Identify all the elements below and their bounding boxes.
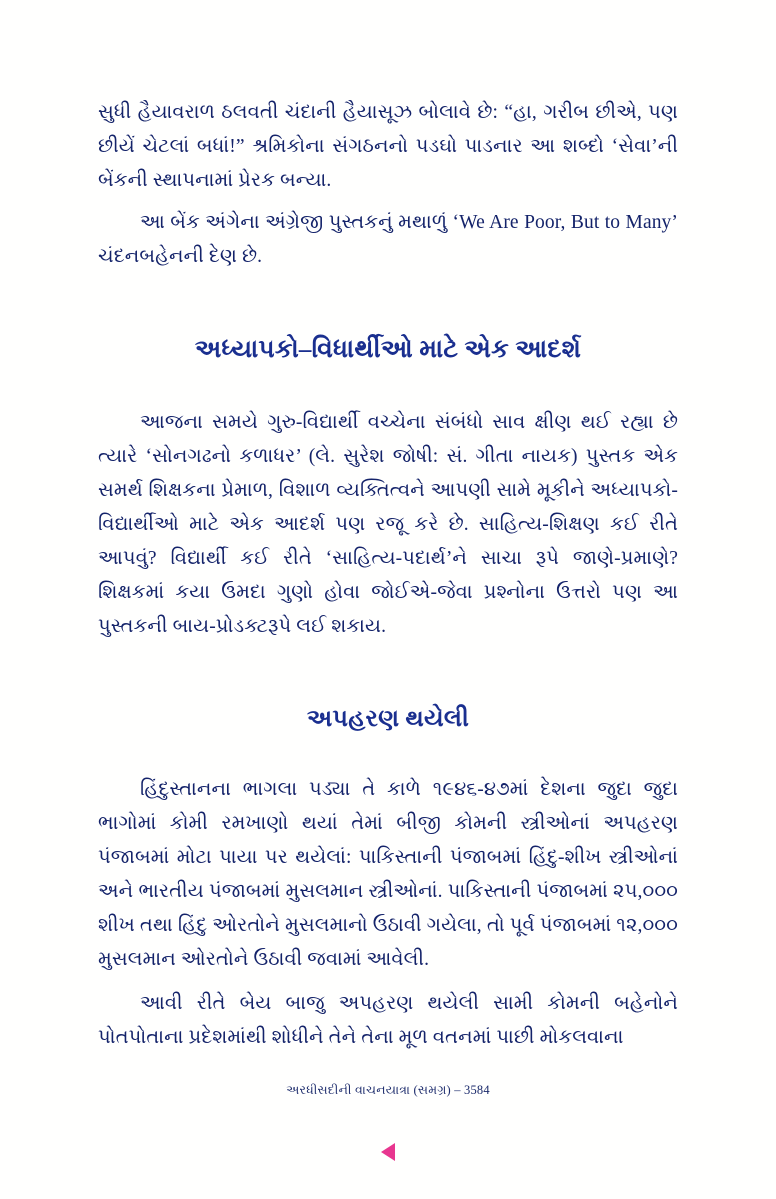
paragraph-spacer: [98, 977, 678, 987]
paragraph-teacher-student: આજના સમયે ગુરુ-વિદ્યાર્થી વચ્ચેના સંબંધો સાવ ક્ષીણ થઈ રહ્યા છે ત્યારે ‘સોનગઢનો કળાધર’ (લે. સુરેશ જોષી: સં. ગીતા નાયક) પુસ્તક એક સમર્થ શિક્ષકના પ્રેમાળ, વિશાળ વ્યક્તિત્વને આપણી સામે મૂકીને અધ્યાપકો-વિદ્યાર્થીઓ માટે એક આદર્શ પણ રજૂ કરે છે. સાહિત્ય-શિક્ષણ કઈ રીતે આપવું? વિદ્યાર્થી કઈ રીતે ‘સાહિત્ય-પદાર્થ’ને સાચા રૂપે જાણે-પ્રમાણે? શિક્ષકમાં કયા ઉમદા ગુણો હોવા જોઈએ-જેવા પ્રશ્નોના ઉત્તરો પણ આ પુસ્તકની બાય-પ્રોડક્ટરૂપે લઈ શકાય.: [98, 412, 678, 637]
paragraph-recovery-efforts: આવી રીતે બેય બાજુ અપહરણ થયેલી સામી કોમની બહેનોને પોતપોતાના પ્રદેશમાંથી શોધીને તેને તેના મૂળ વતનમાં પાછી મોકલવાના: [98, 993, 678, 1048]
paragraph-partition-abductions: હિંદુસ્તાનના ભાગલા પડ્યા તે કાળે ૧૯૪૬-૪૭માં દેશના જુદા જુદા ભાગોમાં કોમી રમખાણો થયાં તેમાં બીજી કોમની સ્ત્રીઓનાં અપહરણ પંજાબમાં મોટા પાયા પર થયેલાં: પાકિસ્તાની પંજાબમાં હિંદુ-શીખ સ્ત્રીઓનાં અને ભારતીય પંજાબમાં મુસલમાન સ્ત્રીઓનાં. પાકિસ્તાની પંજાબમાં ૨૫,૦૦૦ શીખ તથા હિંદુ ઓરતોને મુસલમાનો ઉઠાવી ગયેલા, તો પૂર્વ પંજાબમાં ૧૨,૦૦૦ મુસલમાન ઓરતોને ઉઠાવી જવામાં આવેલી.: [98, 779, 678, 970]
paragraph-bank-book: આ બેંક અંગેના અંગ્રેજી પુસ્તકનું મથાળું ‘We Are Poor, But to Many’ ચંદનબહેનની દેણ છે.: [98, 212, 678, 267]
page-content: [98, 96, 678, 1055]
section-heading-teachers-students: અધ્યાપકો–વિધાર્થીઓ માટે એક આદર્શ: [194, 336, 582, 363]
left-triangle-marker-icon: [381, 1143, 395, 1161]
paragraph-continuation: સુધી હૈયાવરાળ ઠલવતી ચંદાની હૈયાસૂઝ બોલાવે છે: “હા, ગરીબ છીએ, પણ છીયેં ચેટલાં બધાં!” શ્રમિકોના સંગઠનનો પડઘો પાડનાર આ શબ્દો ‘સેવા’ની બેંકની સ્થાપનામાં પ્રેરક બન્યા.: [98, 102, 678, 191]
section-heading-abduction: અપહરણ થયેલી: [306, 706, 470, 732]
page-footer: અરધીસદીની વાચનયાત્રા (સમગ્ર) – 3584: [286, 1083, 490, 1097]
